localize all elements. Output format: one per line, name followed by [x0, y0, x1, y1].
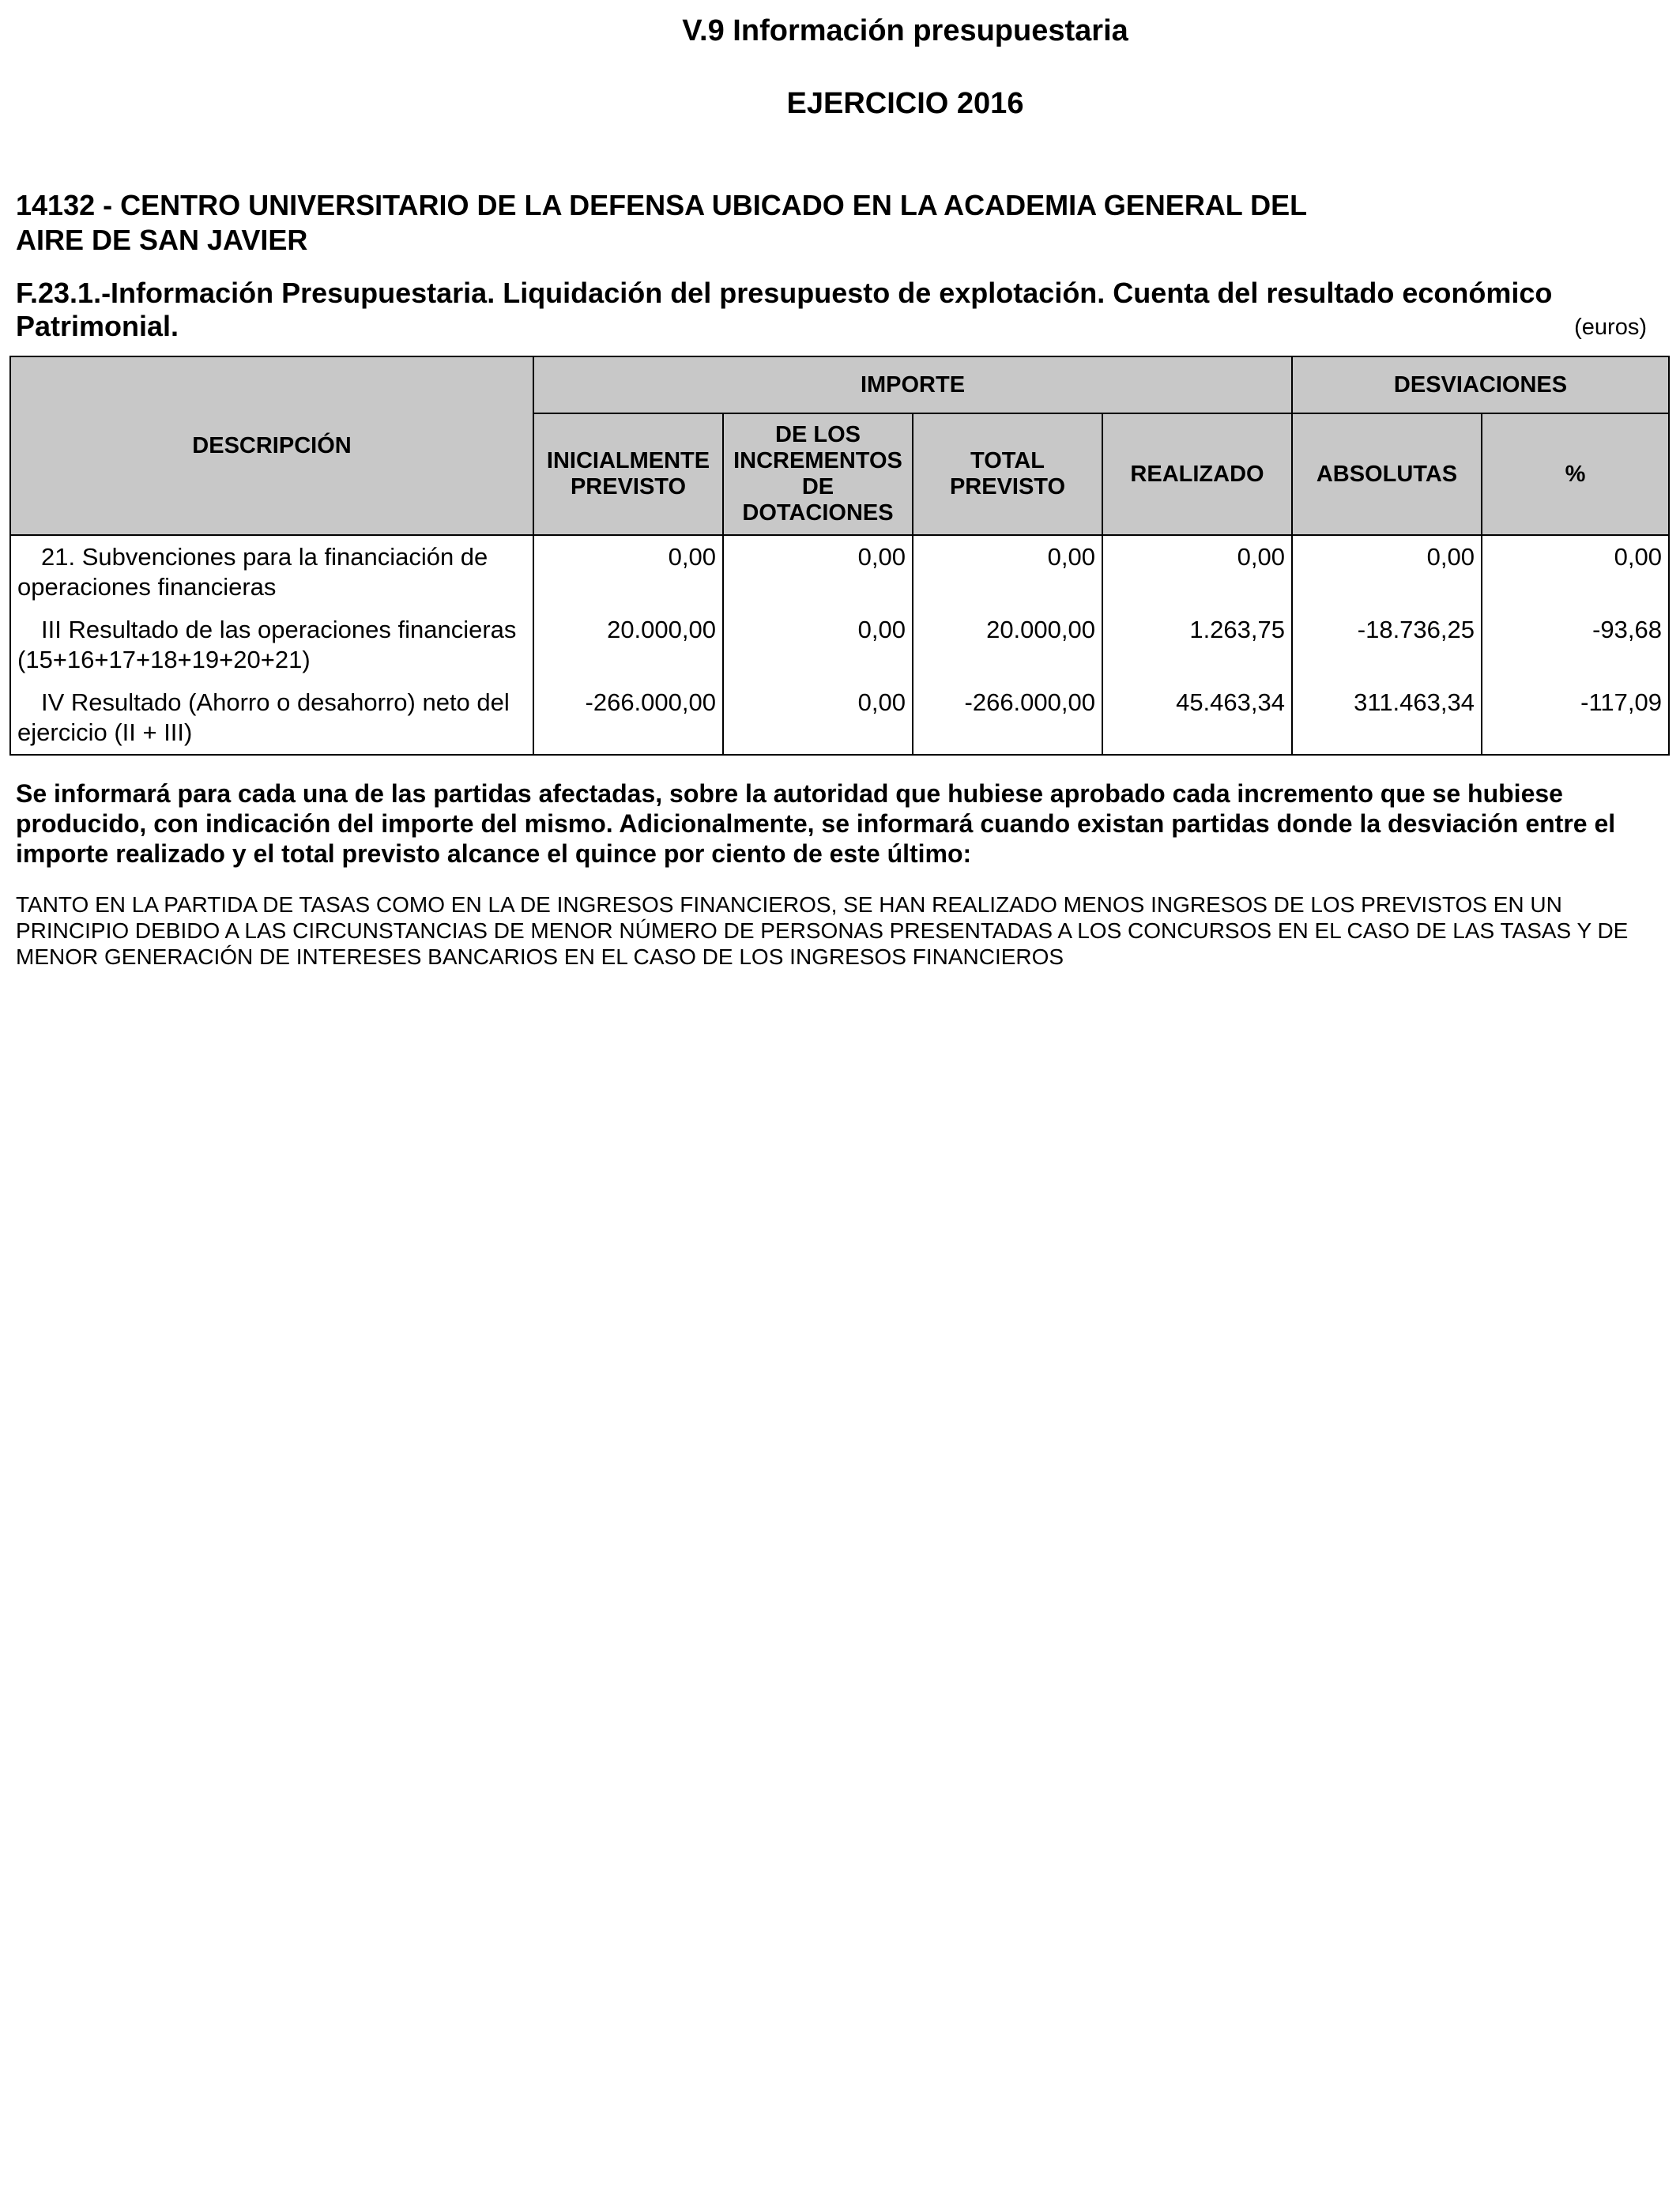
table-row [10, 609, 1669, 681]
row-incrementos: 0,00 [723, 609, 913, 681]
header-realizado: REALIZADO [1102, 413, 1292, 535]
row-inicialmente-previsto: -266.000,00 [533, 681, 723, 755]
row-realizado: 45.463,34 [1102, 681, 1292, 755]
row-absolutas: 0,00 [1292, 535, 1482, 609]
budget-table [9, 356, 1670, 756]
header-importe: IMPORTE [533, 356, 1292, 413]
row-total-previsto: 0,00 [913, 535, 1102, 609]
row-inicialmente-previsto: 0,00 [533, 535, 723, 609]
row-porcentaje: -93,68 [1482, 609, 1669, 681]
header-total-previsto: TOTAL PREVISTO [913, 413, 1102, 535]
units-label: (euros) [1574, 315, 1647, 340]
notes-body: TANTO EN LA PARTIDA DE TASAS COMO EN LA DE INGRESOS FINANCIEROS, SE HAN REALIZADO MENOS INGRESOS DE LOS PREVISTOS EN UN PRINCIPIO DEBIDO A LAS CIRCUNSTANCIAS DE MENOR NÚMERO DE PERSONAS PRESENTADAS A LOS CONCURSOS EN EL CASO DE LAS TASAS Y DE MENOR GENERACIÓN DE INTERESES BANCARIOS EN EL CASO DE LOS INGRESOS FINANCIEROS [16, 892, 1629, 969]
header-absolutas: ABSOLUTAS [1292, 413, 1482, 535]
header-desviaciones: DESVIACIONES [1292, 356, 1669, 413]
row-total-previsto: -266.000,00 [913, 681, 1102, 755]
header-porcentaje: % [1482, 413, 1669, 535]
row-realizado: 0,00 [1102, 535, 1292, 609]
row-incrementos: 0,00 [723, 535, 913, 609]
header-descripcion: DESCRIPCIÓN [10, 356, 533, 535]
page-title: V.9 Información presupuestaria [682, 14, 1128, 47]
row-porcentaje: 0,00 [1482, 535, 1669, 609]
entity-heading: 14132 - CENTRO UNIVERSITARIO DE LA DEFENSA UBICADO EN LA ACADEMIA GENERAL DEL AIRE DE SAN JAVIER [16, 189, 1307, 256]
row-descripcion: 21. Subvenciones para la financiación de operaciones financieras [10, 535, 533, 609]
row-inicialmente-previsto: 20.000,00 [533, 609, 723, 681]
form-heading: F.23.1.-Información Presupuestaria. Liquidación del presupuesto de explotación. Cuenta del resultado económico Patrimonial. [16, 277, 1553, 342]
header-incrementos: DE LOS INCREMENTOS DE DOTACIONES [723, 413, 913, 535]
header-inicialmente-previsto: INICIALMENTE PREVISTO [533, 413, 723, 535]
page-subtitle: EJERCICIO 2016 [786, 87, 1024, 120]
row-descripcion: IV Resultado (Ahorro o desahorro) neto del ejercicio (II + III) [10, 681, 533, 755]
row-total-previsto: 20.000,00 [913, 609, 1102, 681]
table-row [10, 535, 1669, 609]
row-porcentaje: -117,09 [1482, 681, 1669, 755]
notes-heading: Se informará para cada una de las partidas afectadas, sobre la autoridad que hubiese aprobado cada incremento que se hubiese producido, con indicación del importe del mismo. Adicionalmente, se informará cuando existan partidas donde la desviación entre el importe realizado y el total previsto alcance el quince por ciento de este último: [16, 779, 1616, 868]
table-row [10, 681, 1669, 755]
row-absolutas: -18.736,25 [1292, 609, 1482, 681]
row-incrementos: 0,00 [723, 681, 913, 755]
row-realizado: 1.263,75 [1102, 609, 1292, 681]
row-descripcion: III Resultado de las operaciones financieras (15+16+17+18+19+20+21) [10, 609, 533, 681]
row-absolutas: 311.463,34 [1292, 681, 1482, 755]
